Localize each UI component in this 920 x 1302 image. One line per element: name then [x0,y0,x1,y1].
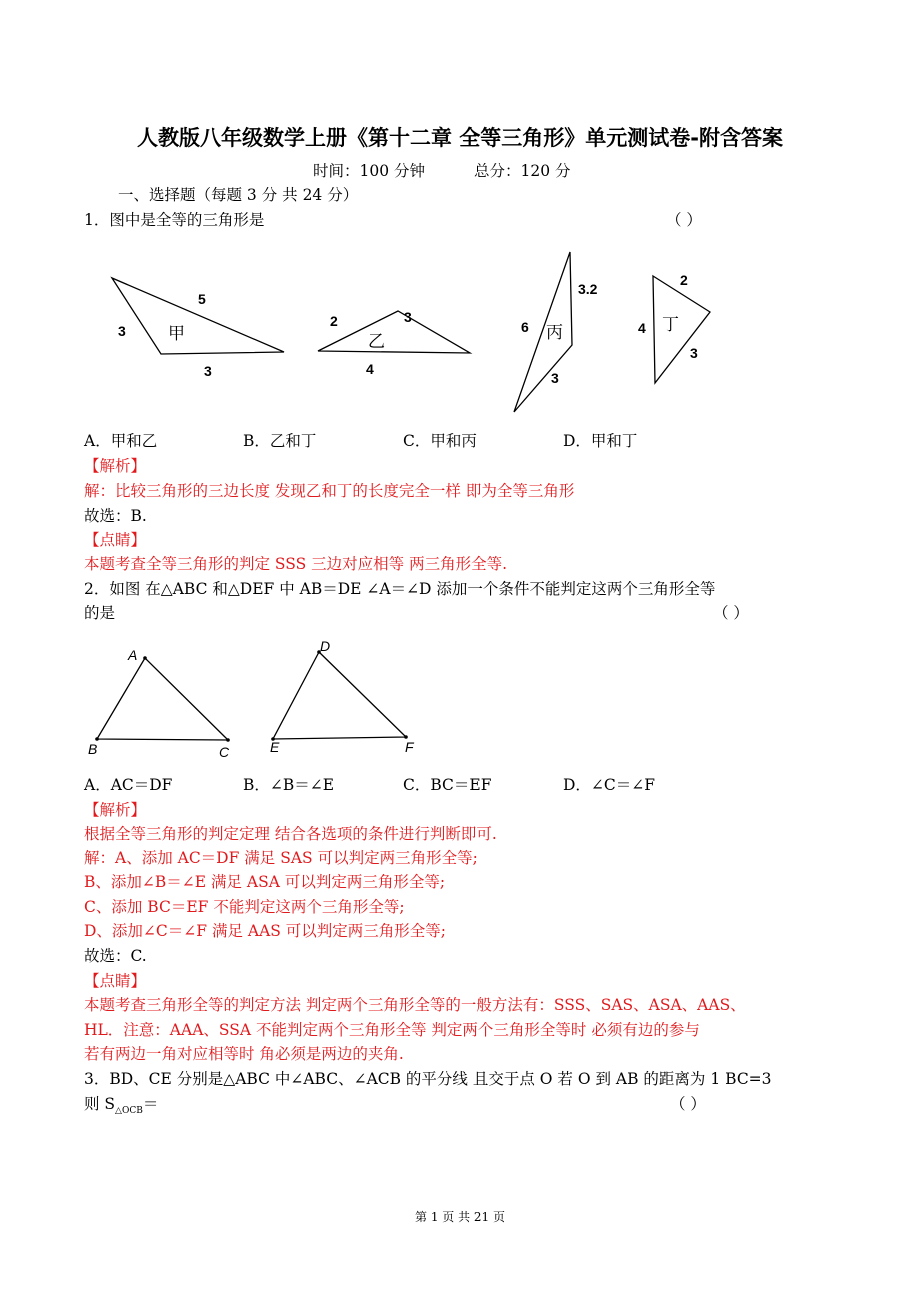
q2-triangles-figure [0,636,920,766]
q2-comment-label: 【点睛】 [84,972,147,990]
triangle-yi-side-bottom: 4 [366,361,374,377]
q1-analysis-label: 【解析】 [84,457,147,475]
q1-comment: 本题考查全等三角形的判定 SSS 三边对应相等 两三角形全等. [84,555,508,573]
point-b-label: B [88,741,98,757]
triangle-jia-side-top: 5 [198,291,206,307]
document-title: 人教版八年级数学上册《第十二章 全等三角形》单元测试卷-附含答案 [136,126,784,150]
q2-option-a: A．AC＝DF [84,776,173,794]
q2-option-d: D．∠C＝∠F [563,776,656,794]
q1-stem: 1．图中是全等的三角形是 [84,211,265,229]
q2-comment-line: HL．注意：AAA、SSA 不能判定两个三角形全等 判定两个三角形全等时 必须有边的参与 [84,1021,700,1039]
triangle-jia-side-left: 3 [118,323,126,339]
triangle-bing-side-left: 6 [521,319,529,335]
q1-analysis: 解：比较三角形的三边长度 发现乙和丁的长度完全一样 即为全等三角形 [84,482,575,500]
q3-stem-line2 [84,1093,158,1122]
q1-triangles-figure [0,240,920,430]
q2-stem-line2: 的是 [84,604,116,622]
q2-comment-line: 若有两边一角对应相等时 角必须是两边的夹角. [84,1045,404,1063]
q1-comment-label: 【点睛】 [84,531,147,549]
q2-option-c: C．BC＝EF [403,776,492,794]
point-d-label: D [320,638,331,654]
q3-area-prefix: 则 S [84,1095,116,1113]
q2-analysis-line: D、添加∠C＝∠F 满足 AAS 可以判定两三角形全等; [84,922,447,940]
q2-comment-line: 本题考查三角形全等的判定方法 判定两个三角形全等的一般方法有：SSS、SAS、ASA、AAS、 [84,996,746,1014]
page-footer: 第 1 页 共 21 页 [415,1210,505,1224]
q2-stem-line1: 2．如图 在△ABC 和△DEF 中 AB＝DE ∠A＝∠D 添加一个条件不能判定这两个三角形全等 [84,580,716,598]
triangle-jia-name: 甲 [168,324,185,343]
triangle-yi [318,311,470,353]
triangle-yi-side-right: 3 [404,309,412,325]
point-a-label: A [128,647,138,663]
point-e-label: E [270,739,280,755]
q2-analysis-line: B、添加∠B＝∠E 满足 ASA 可以判定两三角形全等; [84,873,446,891]
q1-option-d: D．甲和丁 [563,432,638,450]
q2-answer: 故选：C. [84,947,147,965]
triangle-ding-side-right: 3 [690,345,698,361]
section-heading: 一、选择题（每题 3 分 共 24 分） [118,186,359,204]
q3-equals: ＝ [142,1095,159,1113]
q1-option-c: C．甲和丙 [403,432,477,450]
triangle-ding-side-left: 4 [638,320,646,336]
q1-option-a: A．甲和乙 [84,432,158,450]
triangle-jia [112,278,284,354]
triangle-ding-side-top: 2 [680,272,688,288]
triangle-ding-name: 丁 [662,315,679,334]
triangle-def [273,652,406,739]
q1-answer-paren: （ ） [666,211,702,229]
triangle-yi-side-left: 2 [330,313,338,329]
triangle-yi-name: 乙 [368,332,385,351]
triangle-bing-side-right: 3.2 [578,281,598,297]
q1-option-b: B．乙和丁 [243,432,317,450]
point-c-label: C [219,744,230,760]
q3-area-subscript: △OCB [115,1106,143,1117]
q2-answer-paren: （ ） [713,604,749,622]
point-f-label: F [405,739,414,755]
triangle-jia-side-bottom: 3 [204,363,212,379]
exam-total-score: 总分：120 分 [474,162,571,180]
q3-answer-paren: （ ） [670,1095,706,1113]
triangle-bing-name: 丙 [546,323,563,342]
q3-stem-line1: 3．BD、CE 分别是△ABC 中∠ABC、∠ACB 的平分线 且交于点 O 若 O 到 AB 的距离为 1 BC=3 [84,1070,772,1088]
triangle-bing-side-bottom: 3 [551,370,559,386]
triangle-abc [97,658,228,740]
q2-option-b: B．∠B＝∠E [243,776,335,794]
exam-time: 时间：100 分钟 [313,162,426,180]
q2-analysis-line: C、添加 BC＝EF 不能判定这两个三角形全等; [84,898,405,916]
q2-analysis-line: 解：A、添加 AC＝DF 满足 SAS 可以判定两三角形全等; [84,849,478,867]
q2-analysis-line: 根据全等三角形的判定定理 结合各选项的条件进行判断即可. [84,825,497,843]
q1-answer: 故选：B. [84,507,147,525]
q2-analysis-label: 【解析】 [84,801,147,819]
